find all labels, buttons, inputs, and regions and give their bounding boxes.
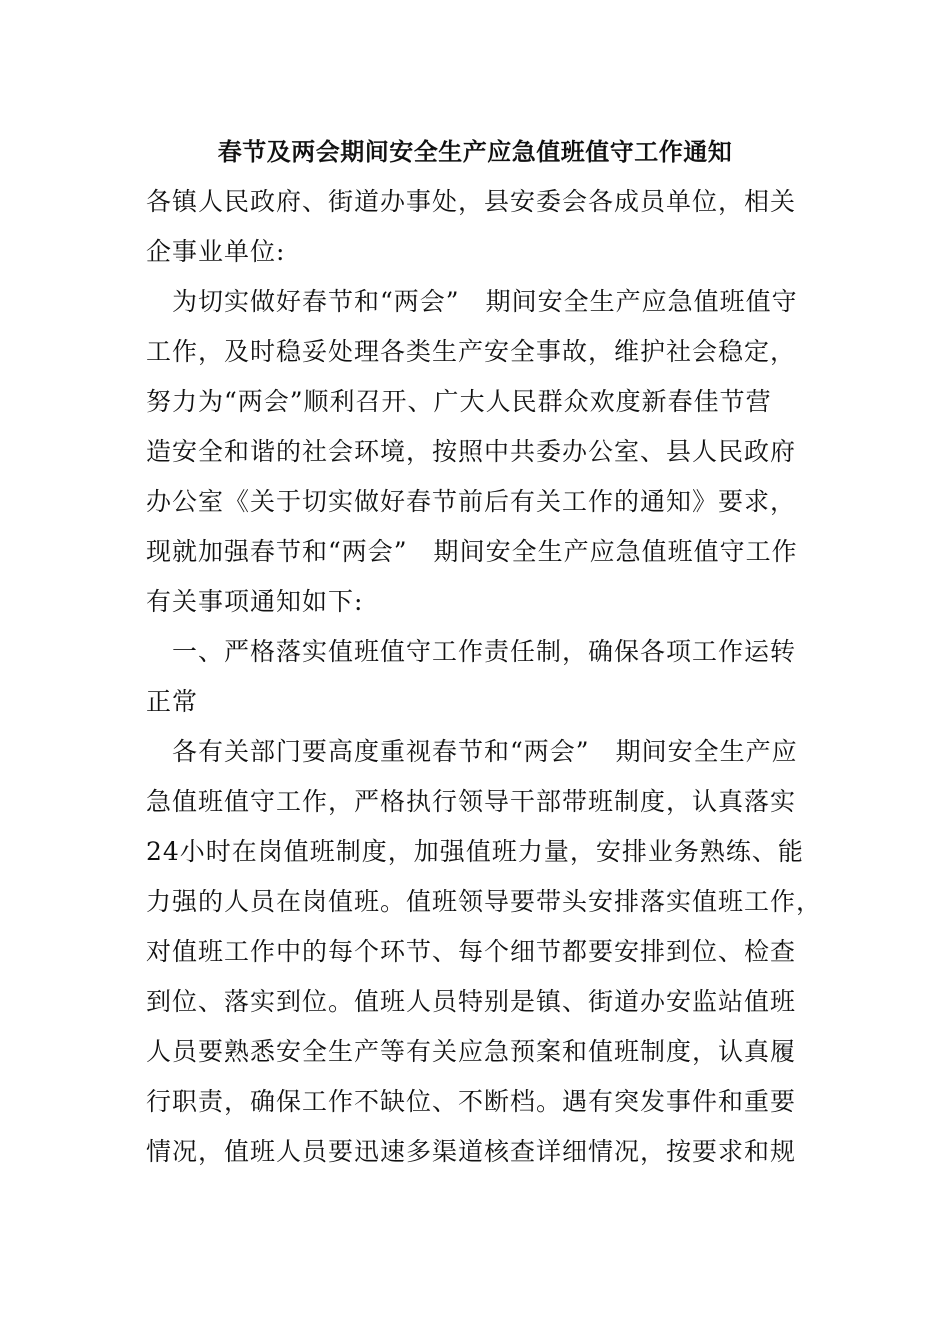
body-line-3: 为切实做好春节和“两会” 期间安全生产应急值班值守 [146, 287, 798, 316]
body-line-13: 急值班值守工作，严格执行领导干部带班制度，认真落实 [146, 787, 797, 816]
body-line-1: 各镇人民政府、街道办事处，县安委会各成员单位，相关 [146, 187, 797, 216]
document-title: 春节及两会期间安全生产应急值班值守工作通知 [217, 137, 733, 166]
body-line-16: 对值班工作中的每个环节、每个细节都要安排到位、检查 [146, 937, 797, 966]
body-line-6: 造安全和谐的社会环境，按照中共委办公室、县人民政府 [146, 437, 797, 466]
body-line-15: 力强的人员在岗值班。值班领导要带头安排落实值班工作， [146, 887, 823, 916]
body-line-4: 工作，及时稳妥处理各类生产安全事故，维护社会稳定， [146, 337, 797, 366]
body-line-5: 努力为“两会”顺利召开、广大人民群众欢度新春佳节营 [146, 387, 772, 416]
body-line-17: 到位、落实到位。值班人员特别是镇、街道办安监站值班 [146, 987, 797, 1016]
body-line-7: 办公室《关于切实做好春节前后有关工作的通知》要求， [146, 487, 797, 516]
body-line-20: 情况，值班人员要迅速多渠道核查详细情况，按要求和规 [146, 1137, 797, 1166]
body-line-8: 现就加强春节和“两会” 期间安全生产应急值班值守工作 [146, 537, 798, 566]
body-line-12: 各有关部门要高度重视春节和“两会” 期间安全生产应 [146, 737, 798, 766]
body-line-2: 企事业单位: [146, 237, 286, 266]
section-heading-line-2: 正常 [146, 687, 199, 716]
body-line-14: 24小时在岗值班制度，加强值班力量，安排业务熟练、能 [146, 837, 804, 866]
body-line-9: 有关事项通知如下: [146, 587, 364, 616]
section-heading-line-1: 一、严格落实值班值守工作责任制，确保各项工作运转 [146, 637, 797, 666]
body-line-19: 行职责，确保工作不缺位、不断档。遇有突发事件和重要 [146, 1087, 797, 1116]
body-line-18: 人员要熟悉安全生产等有关应急预案和值班制度，认真履 [146, 1037, 797, 1066]
